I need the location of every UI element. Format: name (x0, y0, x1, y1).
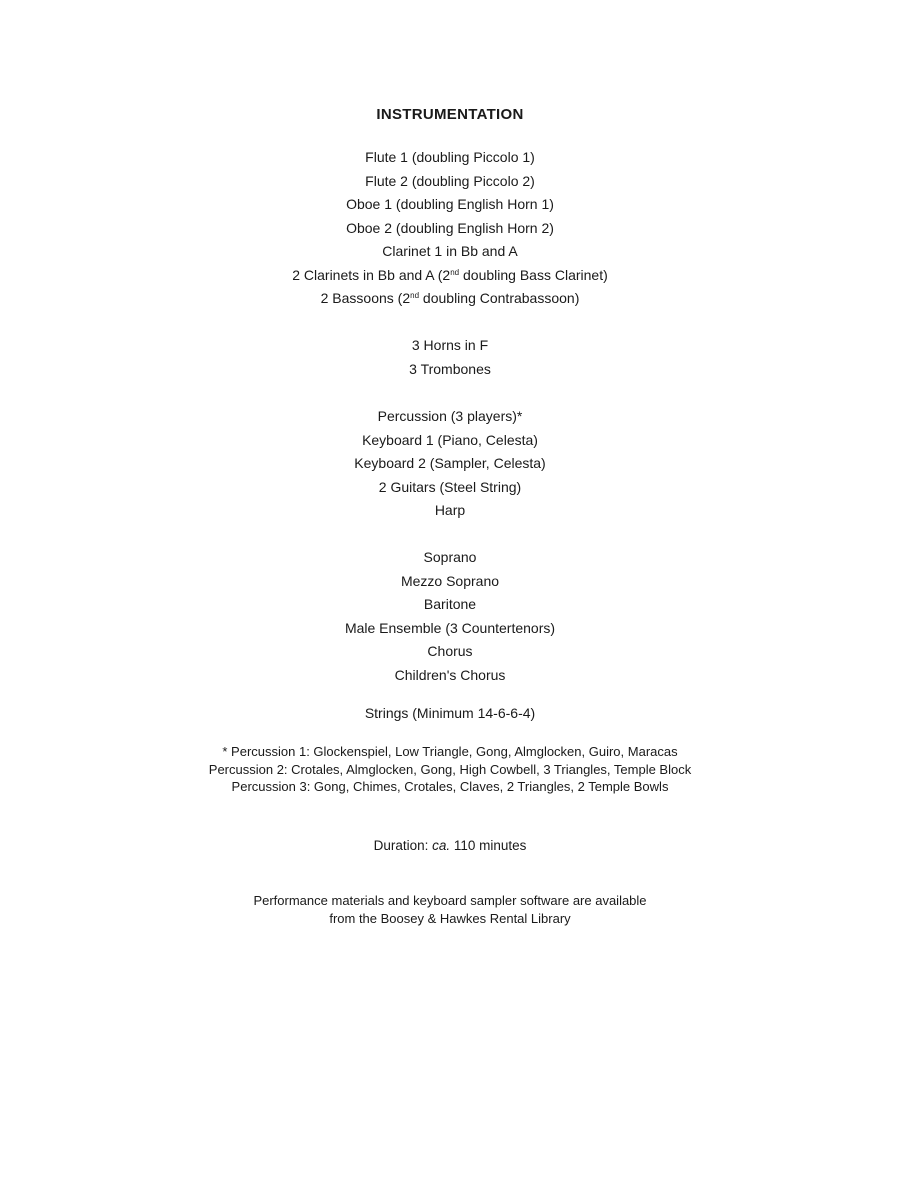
brass-list (0, 334, 900, 381)
instrument-line: Keyboard 2 (Sampler, Celesta) (354, 455, 546, 471)
instrument-line: Baritone (423, 596, 477, 612)
woodwinds-list (0, 146, 900, 311)
keyboards-percussion-list (0, 405, 900, 523)
instrument-line: Harp (434, 502, 466, 518)
instrument-line: Flute 1 (doubling Piccolo 1) (365, 149, 535, 165)
instrument-line: Chorus (427, 643, 473, 659)
percussion-note: Percussion 2: Crotales, Almglocken, Gong, High Cowbell, 3 Triangles, Temple Block (208, 761, 692, 777)
instrument-line: Mezzo Soprano (400, 572, 500, 589)
instrument-line: Oboe 2 (doubling English Horn 2) (346, 219, 554, 236)
instrument-line: Male Ensemble (3 Countertenors) (344, 619, 556, 636)
instrument-line: 2 Guitars (Steel String) (378, 478, 522, 495)
instrument-line (0, 264, 900, 288)
instrument-line: Keyboard 1 (Piano, Celesta) (362, 431, 538, 448)
duration-value: 110 minutes (450, 838, 527, 853)
strings-section (0, 702, 900, 726)
instrument-text: 2 Clarinets in Bb and A (2 (292, 266, 451, 283)
instrument-line: Soprano (423, 549, 477, 565)
availability-line: Performance materials and keyboard sampler software are available (253, 893, 647, 908)
page-title: INSTRUMENTATION (376, 106, 524, 123)
instrument-line: Clarinet 1 in Bb and A (382, 243, 518, 259)
instrument-text: doubling Contrabassoon) (419, 290, 580, 306)
instrument-line: Flute 2 (doubling Piccolo 2) (365, 172, 535, 189)
instrument-text: 2 Bassoons (2 (320, 290, 411, 306)
instrument-line: Percussion (3 players)* (377, 408, 523, 424)
duration-section (0, 834, 900, 858)
duration-line (0, 834, 900, 858)
ordinal-suffix: nd (410, 291, 420, 300)
instrument-line: 3 Trombones (409, 360, 491, 377)
percussion-note: Percussion 3: Gong, Chimes, Crotales, Claves, 2 Triangles, 2 Temple Bowls (231, 779, 669, 794)
duration-approx: ca. (432, 838, 451, 853)
percussion-note: * Percussion 1: Glockenspiel, Low Triangle, Gong, Almglocken, Guiro, Maracas (222, 744, 678, 759)
voices-list (0, 546, 900, 687)
instrument-line: Strings (Minimum 14-6-6-4) (364, 705, 536, 721)
instrument-line: Oboe 1 (doubling English Horn 1) (346, 196, 554, 212)
instrument-text: doubling Bass Clarinet) (459, 266, 608, 283)
instrument-line (0, 287, 900, 311)
availability-note (0, 892, 900, 927)
instrument-line: Children's Chorus (394, 666, 506, 683)
instrument-line: 3 Horns in F (411, 337, 489, 353)
percussion-notes (0, 743, 900, 796)
duration-label: Duration: (373, 838, 433, 853)
ordinal-suffix: nd (450, 267, 460, 277)
availability-line: from the Boosey & Hawkes Rental Library (329, 910, 571, 926)
